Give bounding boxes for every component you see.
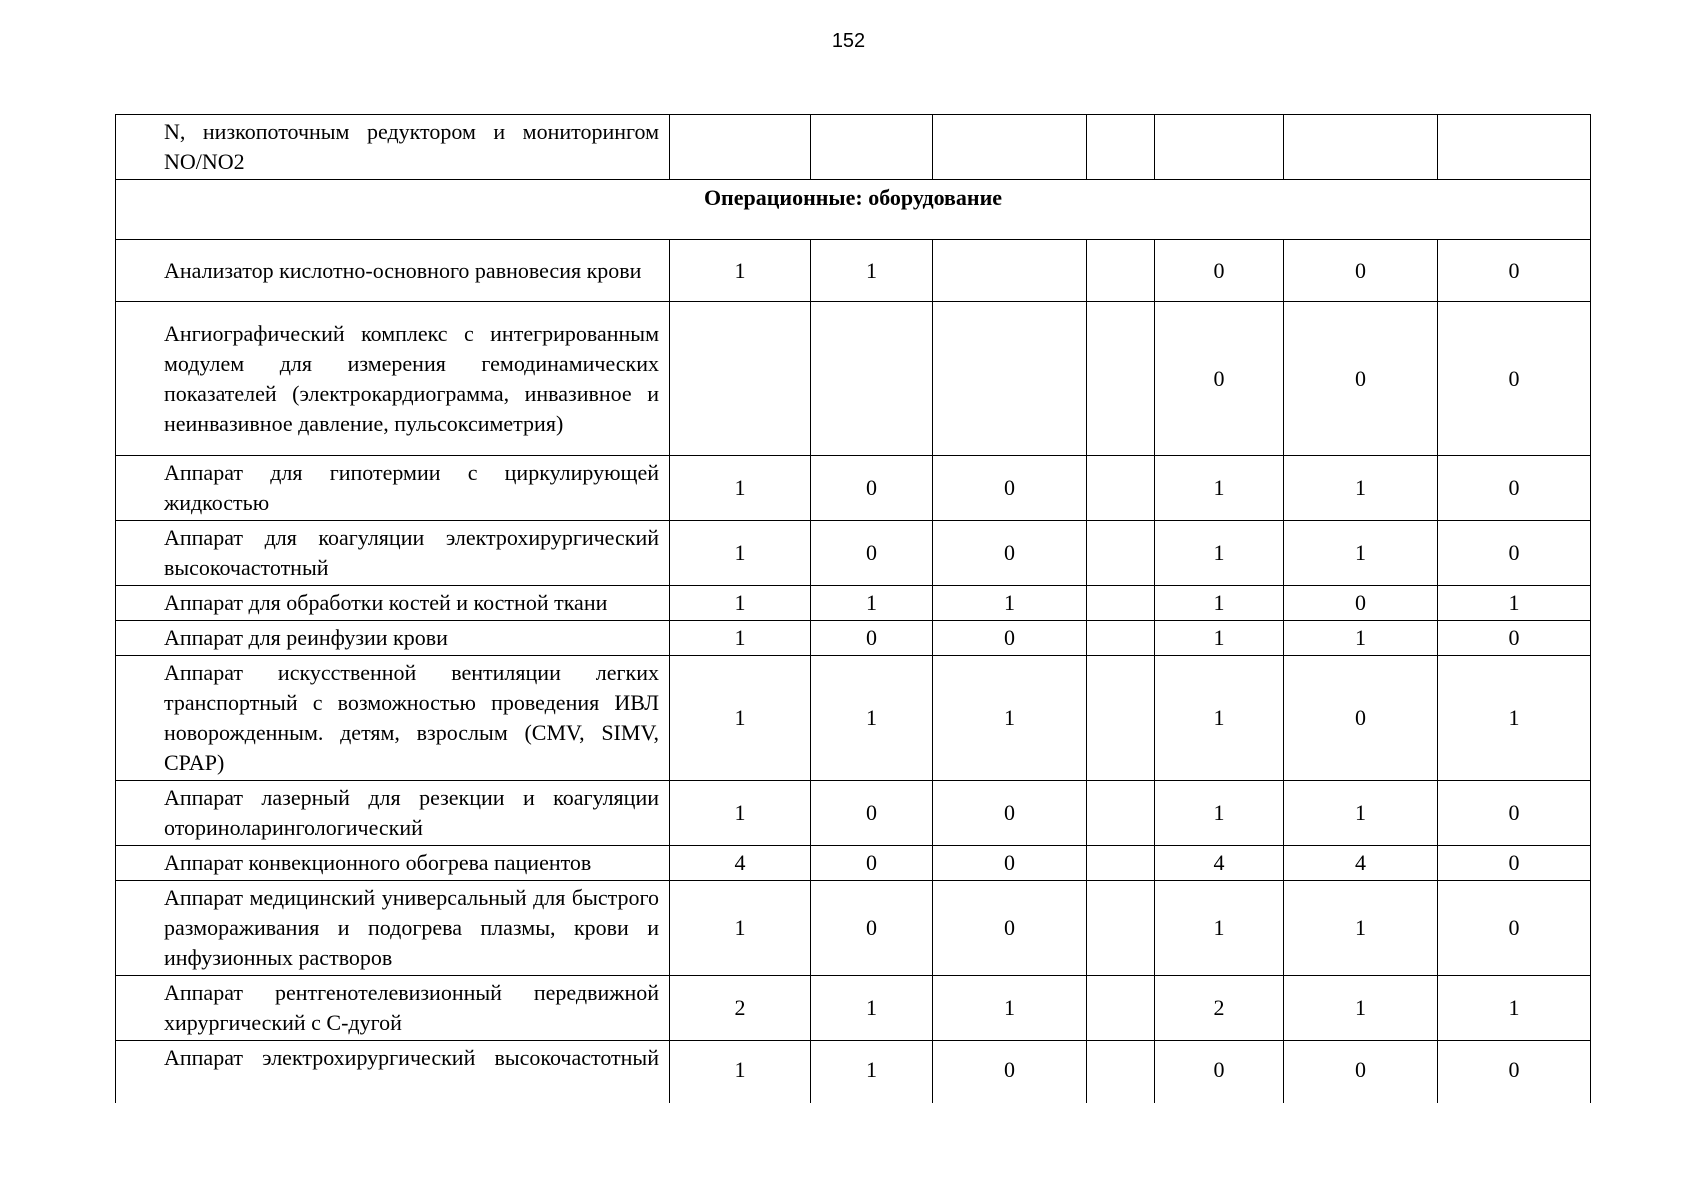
value-cell: 0	[933, 781, 1087, 846]
value-cell: 1	[1284, 521, 1438, 586]
value-cell: 1	[811, 656, 933, 781]
value-cell: 0	[1284, 656, 1438, 781]
value-cell: 0	[1284, 240, 1438, 302]
value-cell: 0	[933, 456, 1087, 521]
value-cell	[933, 302, 1087, 456]
value-cell	[1087, 881, 1155, 976]
equipment-name-cell: Аппарат рентгенотелевизионный передвижной хирургический с С-дугой	[116, 976, 670, 1041]
value-cell: 0	[1438, 846, 1591, 881]
value-cell: 0	[811, 846, 933, 881]
value-cell	[1087, 781, 1155, 846]
value-cell	[1087, 302, 1155, 456]
value-cell: 1	[1438, 586, 1591, 621]
value-cell: 1	[933, 656, 1087, 781]
value-cell: 0	[1438, 456, 1591, 521]
value-cell: 4	[670, 846, 811, 881]
value-cell: 0	[1284, 586, 1438, 621]
value-cell: 0	[811, 456, 933, 521]
table-row	[116, 621, 1591, 656]
value-cell	[1087, 976, 1155, 1041]
table-row	[116, 656, 1591, 781]
equipment-name-cell: Аппарат для реинфузии крови	[116, 621, 670, 656]
table-row	[116, 240, 1591, 302]
value-cell: 1	[1155, 586, 1284, 621]
value-cell: 0	[811, 521, 933, 586]
equipment-name-cell: Аппарат для гипотермии с циркулирующей жидкостью	[116, 456, 670, 521]
equipment-name-cell: Аппарат электрохирургический высокочастотный	[116, 1041, 670, 1103]
value-cell: 1	[811, 976, 933, 1041]
table-row	[116, 846, 1591, 881]
value-cell: 1	[811, 1041, 933, 1103]
value-cell	[1087, 586, 1155, 621]
value-cell: 0	[933, 881, 1087, 976]
table-row	[116, 521, 1591, 586]
value-cell: 1	[1284, 456, 1438, 521]
value-cell	[933, 115, 1087, 180]
value-cell: 0	[1438, 240, 1591, 302]
value-cell: 0	[1438, 781, 1591, 846]
section-title: Операционные: оборудование	[116, 180, 1591, 240]
value-cell: 0	[933, 621, 1087, 656]
value-cell	[1087, 656, 1155, 781]
value-cell: 0	[933, 846, 1087, 881]
value-cell	[1087, 240, 1155, 302]
value-cell: 1	[670, 1041, 811, 1103]
value-cell: 1	[811, 240, 933, 302]
value-cell: 0	[811, 781, 933, 846]
value-cell: 0	[1438, 881, 1591, 976]
value-cell: 1	[1155, 456, 1284, 521]
value-cell: 1	[670, 456, 811, 521]
value-cell: 0	[811, 881, 933, 976]
value-cell	[1438, 115, 1591, 180]
value-cell: 1	[1155, 881, 1284, 976]
value-cell: 1	[1284, 881, 1438, 976]
value-cell: 1	[933, 976, 1087, 1041]
value-cell: 0	[933, 1041, 1087, 1103]
value-cell: 4	[1155, 846, 1284, 881]
value-cell	[1087, 115, 1155, 180]
value-cell: 0	[1284, 302, 1438, 456]
value-cell: 0	[1438, 521, 1591, 586]
value-cell: 1	[1155, 621, 1284, 656]
table-row	[116, 115, 1591, 180]
value-cell	[670, 302, 811, 456]
value-cell: 0	[933, 521, 1087, 586]
section-header-row	[116, 180, 1591, 240]
table-row	[116, 781, 1591, 846]
table-row	[116, 1041, 1591, 1103]
value-cell	[1087, 1041, 1155, 1103]
value-cell: 2	[1155, 976, 1284, 1041]
value-cell: 1	[670, 881, 811, 976]
table-row	[116, 302, 1591, 456]
equipment-name-cell: Аппарат искусственной вентиляции легких транспортный с возможностью проведения ИВЛ новорожденным. детям, взрослым (CMV, SIMV, CPAP)	[116, 656, 670, 781]
equipment-name-cell: Аппарат для обработки костей и костной ткани	[116, 586, 670, 621]
equipment-name-cell: Анализатор кислотно-основного равновесия крови	[116, 240, 670, 302]
value-cell	[1087, 621, 1155, 656]
value-cell: 0	[1438, 621, 1591, 656]
table-row	[116, 881, 1591, 976]
value-cell	[1087, 456, 1155, 521]
value-cell: 1	[670, 240, 811, 302]
equipment-name-cell: Аппарат лазерный для резекции и коагуляции оториноларингологический	[116, 781, 670, 846]
value-cell: 4	[1284, 846, 1438, 881]
value-cell	[670, 115, 811, 180]
value-cell: 1	[670, 621, 811, 656]
value-cell: 0	[1438, 1041, 1591, 1103]
table-row	[116, 976, 1591, 1041]
value-cell: 1	[1438, 656, 1591, 781]
equipment-name-cell: Аппарат для коагуляции электрохирургический высокочастотный	[116, 521, 670, 586]
value-cell	[1284, 115, 1438, 180]
equipment-table	[115, 114, 1591, 1103]
value-cell: 1	[670, 521, 811, 586]
value-cell: 1	[670, 656, 811, 781]
value-cell	[1155, 115, 1284, 180]
value-cell: 1	[1284, 781, 1438, 846]
table-row	[116, 586, 1591, 621]
value-cell	[811, 302, 933, 456]
value-cell: 1	[933, 586, 1087, 621]
value-cell	[1087, 846, 1155, 881]
value-cell: 1	[1438, 976, 1591, 1041]
equipment-name-cell: N, низкопоточным редуктором и мониторингом NO/NO2	[116, 115, 670, 180]
value-cell: 0	[1155, 302, 1284, 456]
value-cell: 1	[1155, 781, 1284, 846]
value-cell: 0	[811, 621, 933, 656]
value-cell	[811, 115, 933, 180]
value-cell: 1	[670, 781, 811, 846]
value-cell: 1	[1284, 976, 1438, 1041]
value-cell: 1	[1155, 521, 1284, 586]
value-cell: 1	[670, 586, 811, 621]
value-cell	[1087, 521, 1155, 586]
equipment-name-cell: Аппарат конвекционного обогрева пациентов	[116, 846, 670, 881]
value-cell: 0	[1155, 240, 1284, 302]
value-cell: 1	[1284, 621, 1438, 656]
equipment-name-cell: Аппарат медицинский универсальный для быстрого размораживания и подогрева плазмы, крови и инфузионных растворов	[116, 881, 670, 976]
value-cell: 1	[811, 586, 933, 621]
equipment-name-cell: Ангиографический комплекс с интегрированным модулем для измерения гемодинамических показателей (электрокардиограмма, инвазивное и неинвазивное давление, пульсоксиметрия)	[116, 302, 670, 456]
value-cell: 1	[1155, 656, 1284, 781]
value-cell: 0	[1155, 1041, 1284, 1103]
page-number: 152	[831, 30, 866, 52]
value-cell: 0	[1438, 302, 1591, 456]
table-row	[116, 456, 1591, 521]
value-cell: 2	[670, 976, 811, 1041]
value-cell: 0	[1284, 1041, 1438, 1103]
value-cell	[933, 240, 1087, 302]
